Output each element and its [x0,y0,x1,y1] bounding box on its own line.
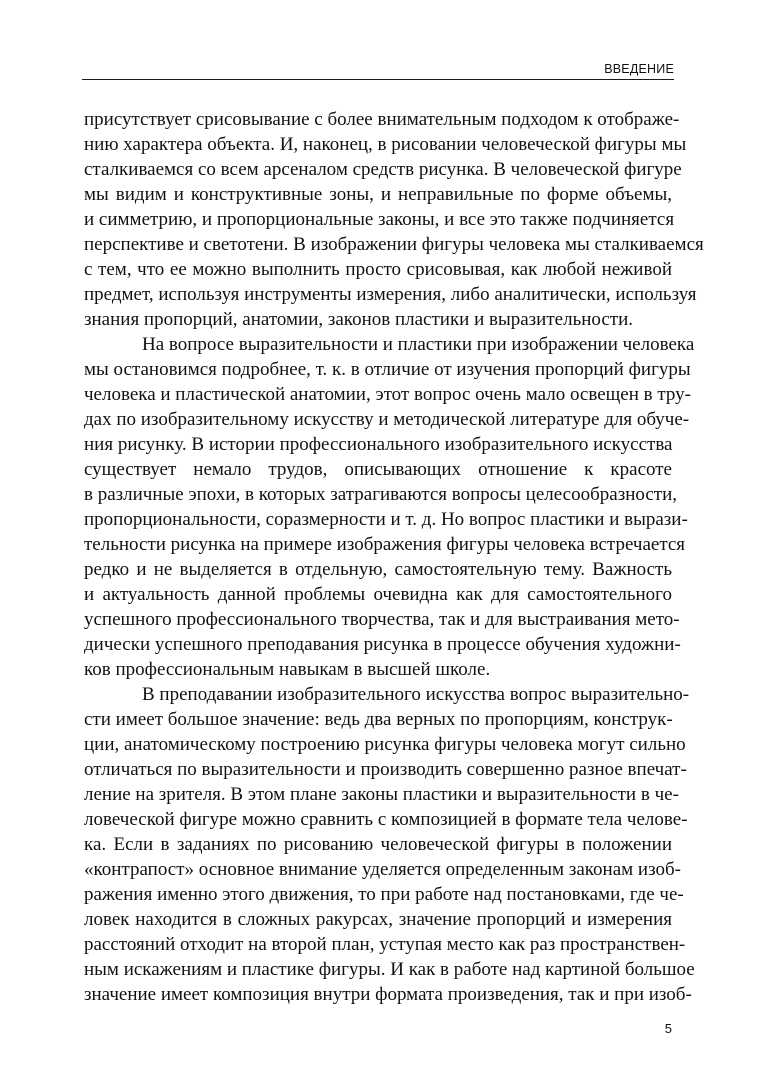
text-line: человека и пластической анатомии, этот вопрос очень мало освещен в тру- [84,384,691,405]
text-line: дах по изобразительному искусству и методической литературе для обуче- [84,409,690,430]
text-line: мы остановимся подробнее, т. к. в отличие от изучения пропорций фигуры [84,359,691,380]
paragraph-1 [84,107,704,332]
text-line: и актуальность данной проблемы очевидна как для самостоятельного [84,584,672,605]
text-line: и симметрию, и пропорциональные законы, и все это также подчиняется [84,209,675,230]
text-line: тельности рисунка на примере изображения фигуры человека встречается [84,534,686,555]
text-line: сти имеет большое значение: ведь два верных по пропорциям, конструк- [84,709,673,730]
text-line: редко и не выделяется в отдельную, самостоятельную тему. Важность [84,559,672,580]
running-header [82,62,674,80]
text-line: в различные эпохи, в которых затрагиваются вопросы целесообразности, [84,484,677,505]
paragraph-3 [84,682,695,1007]
text-line: присутствует срисовывание с более внимательным подходом к отображе- [84,109,680,130]
text-line: с тем, что ее можно выполнить просто срисовывая, как любой неживой [84,259,672,280]
text-line: ражения именно этого движения, то при работе над постановками, где че- [84,884,684,905]
text-line: «контрапост» основное внимание уделяется определенным законам изоб- [84,859,681,880]
text-line: значение имеет композиция внутри формата произведения, так и при изоб- [84,984,692,1005]
text-line: пропорциональности, соразмерности и т. д. Но вопрос пластики и вырази- [84,509,688,530]
text-line: отличаться по выразительности и производить совершенно разное впечат- [84,759,687,780]
text-line: ловек находится в сложных ракурсах, значение пропорций и измерения [84,909,672,930]
text-line: ния рисунку. В истории профессионального изобразительного искусства [84,434,673,455]
paragraph-2 [84,332,695,682]
text-line: На вопросе выразительности и пластики при изображении человека [142,334,695,355]
text-line: успешного профессионального творчества, так и для выстраивания мето- [84,609,680,630]
text-line: ным искажениям и пластике фигуры. И как в работе над картиной большое [84,959,695,980]
text-line: расстояний отходит на второй план, уступая место как раз пространствен- [84,934,686,955]
text-line: перспективе и светотени. В изображении фигуры человека мы сталкиваемся [84,234,704,255]
text-line: существует немало трудов, описывающих отношение к красоте [84,459,672,480]
text-line: нию характера объекта. И, наконец, в рисовании человеческой фигуры мы [84,134,687,155]
section-title: ВВЕДЕНИЕ [604,62,674,76]
text-line: дически успешного преподавания рисунка в процессе обучения художни- [84,634,681,655]
text-line: ловеческой фигуре можно сравнить с композицией в формате тела челове- [84,809,688,830]
body-text [84,107,704,1007]
text-line: мы видим и конструктивные зоны, и неправильные по форме объемы, [84,184,672,205]
text-line: В преподавании изобразительного искусства вопрос выразительно- [142,684,690,705]
text-line: ков профессиональным навыкам в высшей школе. [84,659,491,680]
text-line: сталкиваемся со всем арсеналом средств рисунка. В человеческой фигуре [84,159,682,180]
text-line: ление на зрителя. В этом плане законы пластики и выразительности в че- [84,784,679,805]
text-line: предмет, используя инструменты измерения, либо аналитически, используя [84,284,697,305]
text-line: ции, анатомическому построению рисунка фигуры человека могут сильно [84,734,686,755]
text-line: ка. Если в заданиях по рисованию человеческой фигуры в положении [84,834,672,855]
page-number: 5 [664,1021,672,1036]
text-line: знания пропорций, анатомии, законов пластики и выразительности. [84,309,634,330]
